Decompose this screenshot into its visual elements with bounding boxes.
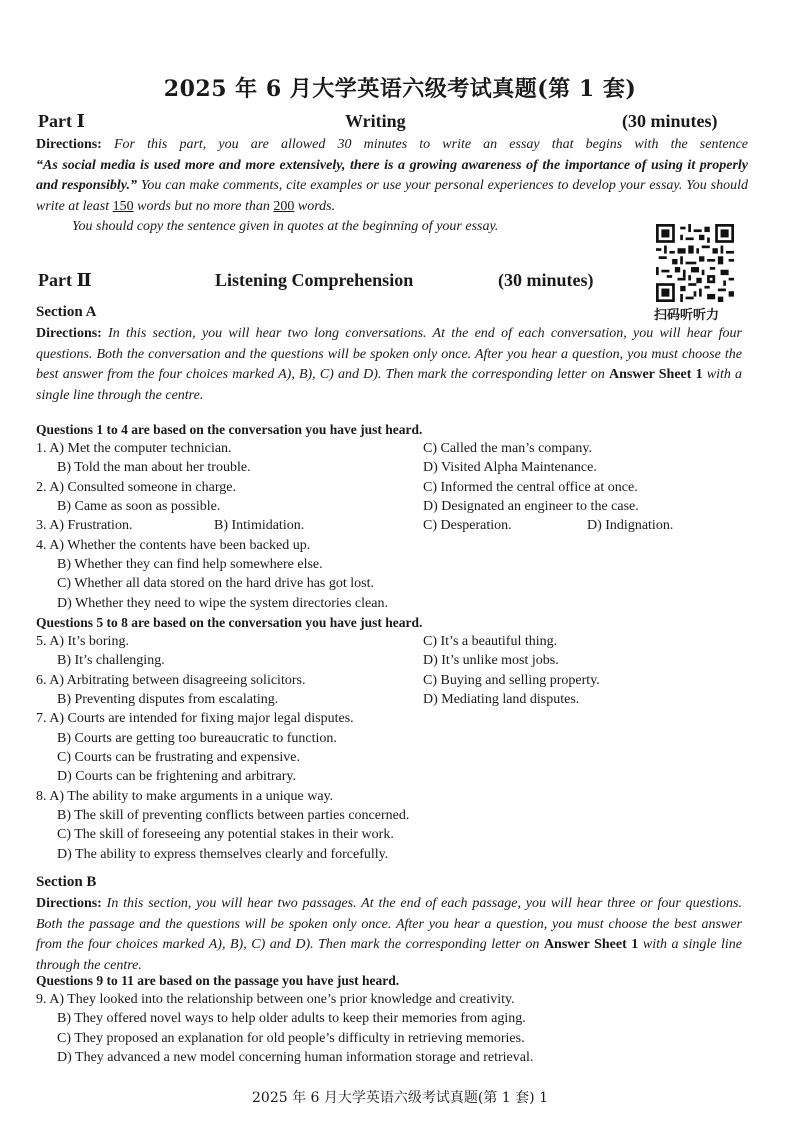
- q1-option-b: B) Told the man about her trouble.: [57, 460, 251, 475]
- q7-option-a: 7. A) Courts are intended for fixing major legal disputes.: [36, 711, 354, 726]
- q2-option-d: D) Designated an engineer to the case.: [423, 499, 639, 514]
- q4-option-c: C) Whether all data stored on the hard drive has got lost.: [57, 576, 374, 591]
- min-words: 150: [112, 198, 134, 214]
- qr-label: 扫码听听力: [654, 308, 720, 323]
- q3-option-d: D) Indignation.: [587, 518, 674, 533]
- q6-option-c: C) Buying and selling property.: [423, 673, 600, 688]
- q1-option-a: 1. A) Met the computer technician.: [36, 441, 232, 456]
- q6-option-d: D) Mediating land disputes.: [423, 692, 580, 707]
- q1-option-c: C) Called the man’s company.: [423, 441, 592, 456]
- part2-time: (30 minutes): [498, 270, 594, 290]
- q8-option-b: B) The skill of preventing conflicts between parties concerned.: [57, 808, 410, 823]
- answer-sheet-ref: Answer Sheet 1: [609, 367, 703, 382]
- q4-option-b: B) Whether they can find help somewhere else.: [57, 557, 323, 572]
- max-words: 200: [273, 198, 295, 214]
- q5-option-b: B) It’s challenging.: [57, 653, 165, 668]
- answer-sheet-ref: Answer Sheet 1: [543, 937, 639, 952]
- q3-option-c: C) Desperation.: [423, 518, 512, 533]
- q3-option-b: B) Intimidation.: [214, 518, 305, 533]
- directions-text: You should copy the sentence given in quotes at the beginning of your essay.: [72, 219, 499, 234]
- question-group-heading: Questions 9 to 11 are based on the passage you have just heard.: [36, 973, 400, 988]
- q5-option-c: C) It’s a beautiful thing.: [423, 634, 558, 649]
- part1-name: Writing: [345, 111, 406, 131]
- q8-option-a: 8. A) The ability to make arguments in a unique way.: [36, 789, 334, 804]
- page-title: 2025 年 6 月大学英语六级考试真题(第 1 套): [163, 76, 637, 102]
- directions-text: words.: [297, 198, 336, 214]
- essay-prompt-quote: “As social media is used more and more extensively, there is a growing awareness of the importance of using it properly and responsibly.”: [36, 157, 748, 193]
- page-footer: 2025 年 6 月大学英语六级考试真题(第 1 套) 1: [252, 1090, 548, 1106]
- q5-option-d: D) It’s unlike most jobs.: [423, 653, 559, 668]
- q4-option-a: 4. A) Whether the contents have been backed up.: [36, 538, 311, 553]
- directions-label: Directions:: [36, 896, 102, 911]
- question-group-heading: Questions 5 to 8 are based on the conversation you have just heard.: [36, 615, 423, 630]
- directions-text: In this section, you will hear two long conversations. At the end of each conversation, you will hear four questions. Both the conversation and the questions will be spoken only once. After you hear a question, you must choose the best answer from the four choices marked A), B), C) and D). Then mark the corresponding letter on: [36, 326, 743, 382]
- q7-option-c: C) Courts can be frustrating and expensive.: [57, 750, 300, 765]
- section-b-heading: Section B: [36, 874, 97, 890]
- q2-option-b: B) Came as soon as possible.: [57, 499, 221, 514]
- section-a-directions: [36, 324, 742, 406]
- q1-option-d: D) Visited Alpha Maintenance.: [423, 460, 597, 475]
- q7-option-d: D) Courts can be frightening and arbitrary.: [57, 769, 296, 784]
- directions-text: with a single line through the centre.: [36, 367, 743, 403]
- directions-text: with a single line through the centre.: [36, 937, 743, 973]
- q6-option-a: 6. A) Arbitrating between disagreeing solicitors.: [36, 673, 306, 688]
- section-a-heading: Section A: [36, 304, 97, 320]
- q9-option-a: 9. A) They looked into the relationship between one’s prior knowledge and creativity.: [36, 992, 515, 1007]
- part1-label: Part Ⅰ: [38, 111, 85, 131]
- q5-option-a: 5. A) It’s boring.: [36, 634, 129, 649]
- part1-time: (30 minutes): [622, 111, 718, 131]
- q3-option-a: 3. A) Frustration.: [36, 518, 133, 533]
- part1-directions: [36, 135, 748, 238]
- directions-text: You can make comments, cite examples or use your personal experiences to develop your essay. You should write at least: [36, 178, 748, 214]
- part2-name: Listening Comprehension: [215, 270, 414, 290]
- q4-option-d: D) Whether they need to wipe the system directories clean.: [57, 596, 388, 611]
- directions-label: Directions:: [36, 326, 102, 341]
- q7-option-b: B) Courts are getting too bureaucratic to function.: [57, 731, 337, 746]
- q2-option-c: C) Informed the central office at once.: [423, 480, 638, 495]
- part2-label: Part Ⅱ: [38, 270, 92, 290]
- q9-option-c: C) They proposed an explanation for old people’s difficulty in retrieving memories.: [57, 1031, 525, 1046]
- directions-text: For this part, you are allowed 30 minutes to write an essay that begins with the sentence: [113, 137, 748, 152]
- q8-option-c: C) The skill of foreseeing any potential stakes in their work.: [57, 827, 394, 842]
- q2-option-a: 2. A) Consulted someone in charge.: [36, 480, 236, 495]
- section-b-directions: [36, 894, 742, 976]
- q9-option-d: D) They advanced a new model concerning human information storage and retrieval.: [57, 1050, 534, 1065]
- q8-option-d: D) The ability to express themselves clearly and forcefully.: [57, 847, 389, 862]
- q9-option-b: B) They offered novel ways to help older adults to keep their memories from aging.: [57, 1011, 526, 1026]
- q6-option-b: B) Preventing disputes from escalating.: [57, 692, 279, 707]
- directions-label: Directions:: [36, 137, 102, 152]
- question-group-heading: Questions 1 to 4 are based on the conversation you have just heard.: [36, 422, 423, 437]
- qr-code-icon[interactable]: [656, 224, 734, 302]
- directions-text: In this section, you will hear two passages. At the end of each passage, you will hear three or four questions. Both the passage and the questions will be spoken only once. After you hear a question, you must choose the best answer from the four choices marked A), B), C) and D). Then mark the corresponding letter on: [36, 896, 743, 952]
- directions-text: words but no more than: [137, 198, 270, 214]
